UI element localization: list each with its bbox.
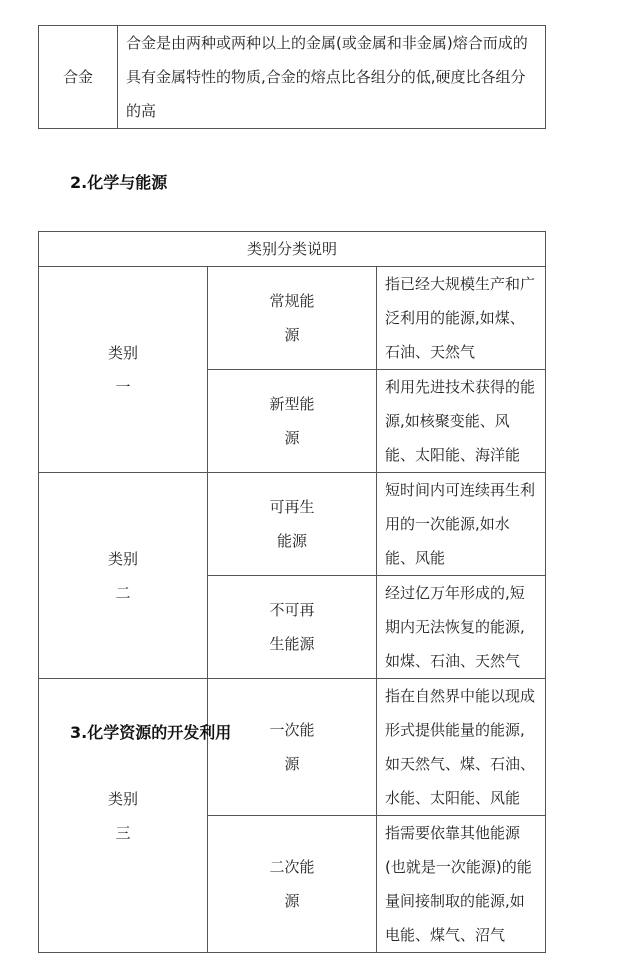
- energy-classification-table: [38, 231, 546, 953]
- type-cell: [208, 816, 377, 953]
- table-row: [39, 679, 546, 816]
- category-number: 三: [115, 823, 131, 842]
- type-cell: [208, 370, 377, 473]
- description-cell: 利用先进技术获得的能源,如核聚变能、风能、太阳能、海洋能: [377, 370, 546, 473]
- table-title-row: [39, 232, 546, 267]
- category-label: 类别: [107, 549, 138, 568]
- table-title: 类别分类说明: [39, 232, 546, 267]
- alloy-definition-table: [38, 25, 546, 129]
- type-line2: 源: [284, 326, 300, 344]
- section-heading-energy: 2.化学与能源: [70, 173, 168, 192]
- description-cell: 经过亿万年形成的,短期内无法恢复的能源,如煤、石油、天然气: [377, 576, 546, 679]
- category-label: 类别: [107, 343, 138, 362]
- type-line2: 源: [284, 892, 300, 910]
- alloy-term: 合金: [39, 26, 118, 129]
- description-cell: 指在自然界中能以现成形式提供能量的能源,如天然气、煤、石油、水能、太阳能、风能: [377, 679, 546, 816]
- table-row: [39, 473, 546, 576]
- type-line2: 源: [284, 755, 300, 773]
- category-cell: [39, 267, 208, 473]
- type-cell: [208, 576, 377, 679]
- category-number: 二: [115, 583, 131, 602]
- alloy-row: [39, 26, 546, 129]
- table-row: [39, 267, 546, 370]
- type-cell: [208, 267, 377, 370]
- type-line2: 能源: [276, 532, 307, 550]
- category-number: 一: [115, 377, 131, 396]
- type-line1: 新型能: [269, 395, 315, 413]
- type-line1: 可再生: [269, 498, 315, 516]
- section-heading-resources: 3.化学资源的开发利用: [70, 723, 232, 742]
- type-cell: [208, 679, 377, 816]
- type-line2: 源: [284, 429, 300, 447]
- description-cell: 指需要依靠其他能源(也就是一次能源)的能量间接制取的能源,如电能、煤气、沼气: [377, 816, 546, 953]
- type-cell: [208, 473, 377, 576]
- description-cell: 短时间内可连续再生利用的一次能源,如水能、风能: [377, 473, 546, 576]
- type-line2: 生能源: [269, 635, 315, 653]
- type-line1: 常规能: [269, 292, 315, 310]
- type-line1: 二次能: [269, 858, 315, 876]
- type-line1: 一次能: [269, 721, 315, 739]
- description-cell: 指已经大规模生产和广泛利用的能源,如煤、石油、天然气: [377, 267, 546, 370]
- category-label: 类别: [107, 789, 138, 808]
- category-cell: [39, 473, 208, 679]
- alloy-description: 合金是由两种或两种以上的金属(或金属和非金属)熔合而成的具有金属特性的物质,合金的熔点比各组分的低,硬度比各组分的高: [118, 26, 546, 129]
- type-line1: 不可再: [269, 601, 315, 619]
